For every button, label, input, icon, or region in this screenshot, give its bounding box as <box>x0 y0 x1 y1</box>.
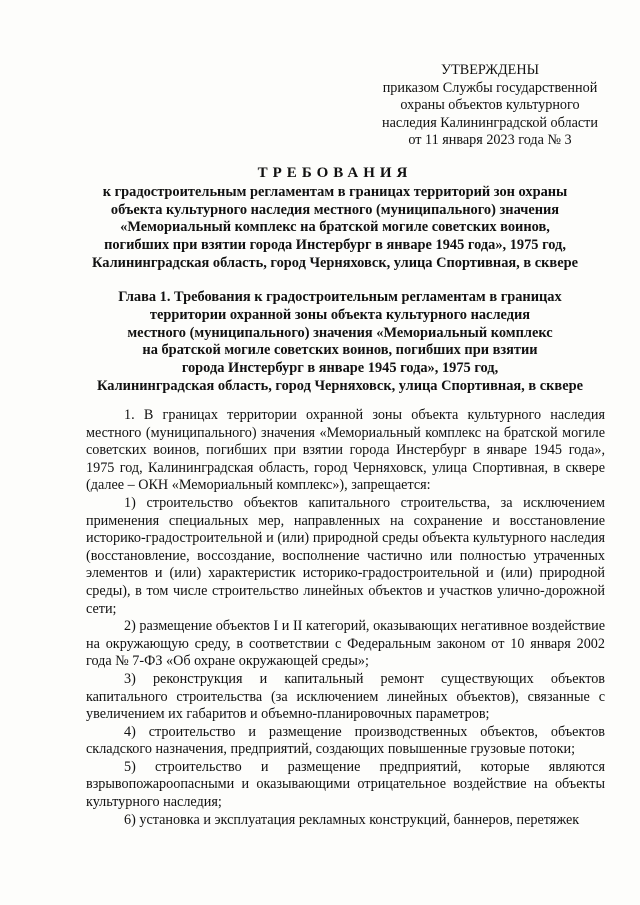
chapter-line: города Инстербург в январе 1945 года», 1975 год, <box>181 360 499 377</box>
chapter-heading <box>80 289 600 396</box>
document-body <box>86 407 605 829</box>
title-line: к градостроительным регламентам в границах территорий зон охраны <box>102 183 568 200</box>
paragraph: 6) установка и эксплуатация рекламных конструкций, баннеров, перетяжек <box>124 811 580 828</box>
approval-line: наследия Калининградской области <box>382 114 598 131</box>
title-word: ТРЕБОВАНИЯ <box>257 165 413 181</box>
paragraph: 1. В границах территории охранной зоны объекта культурного наследия местного (муниципального) значения «Мемориальный комплекс на братской могиле советских воинов, погибших при взятии города Инстербург в январе 1945 года», 1975 год, Калининградская область, город Черняховск, улица Спортивная, в сквере (далее – ОКН «Мемориальный комплекс»), запрещается: <box>86 407 605 494</box>
paragraph: 2) размещение объектов I и II категорий, оказывающих негативное воздействие на окружающую среду, в соответствии с Федеральным законом от 10 января 2002 года № 7-ФЗ «Об охране окружающей среды»; <box>86 618 605 670</box>
chapter-line: на братской могиле советских воинов, погибших при взятии <box>142 342 538 359</box>
chapter-line: территории охранной зоны объекта культурного наследия <box>149 306 531 323</box>
paragraph: 1) строительство объектов капитального строительства, за исключением применения специальных мер, направленных на сохранение и восстановление историко-градостроительной и (или) природной среды объекта культурного наследия (восстановление, воссоздание, восполнение частично или полностью утраченных элементов и (или) характеристик историко-градостроительной и (или) природной среды), в том числе строительство линейных объектов и участков улично-дорожной сети; <box>86 494 605 617</box>
approval-line: охраны объектов культурного <box>400 97 580 114</box>
paragraph: 4) строительство и размещение производственных объектов, объектов складского назначения, предприятий, создающих повышенные грузовые потоки; <box>86 723 605 758</box>
document-title <box>70 165 600 273</box>
chapter-line: местного (муниципального) значения «Мемориальный комплекс <box>127 324 553 341</box>
chapter-line: Калининградская область, город Черняховск, улица Спортивная, в сквере <box>97 377 583 394</box>
title-line: «Мемориальный комплекс на братской могиле советских воинов, <box>120 219 550 236</box>
title-line: погибших при взятии города Инстербург в январе 1945 года», 1975 год, <box>104 237 566 254</box>
approval-line: от 11 января 2023 года № 3 <box>408 132 572 149</box>
title-line: Калининградская область, город Черняховск, улица Спортивная, в сквере <box>92 254 578 271</box>
approval-line: приказом Службы государственной <box>382 79 598 96</box>
paragraph: 3) реконструкция и капитальный ремонт существующих объектов капитального строительства (за исключением линейных объектов), связанные с увеличением их габаритов и объемно-планировочных параметров; <box>86 670 605 723</box>
title-line: объекта культурного наследия местного (муниципального) значения <box>110 201 560 218</box>
paragraph: 5) строительство и размещение предприятий, которые являются взрывопожароопасными и оказывающими отрицательное воздействие на объекты культурного наследия; <box>86 758 605 811</box>
approval-heading: УТВЕРЖДЕНЫ <box>441 62 539 78</box>
approval-stamp <box>365 62 615 150</box>
chapter-line: Глава 1. Требования к градостроительным регламентам в границах <box>118 289 562 305</box>
